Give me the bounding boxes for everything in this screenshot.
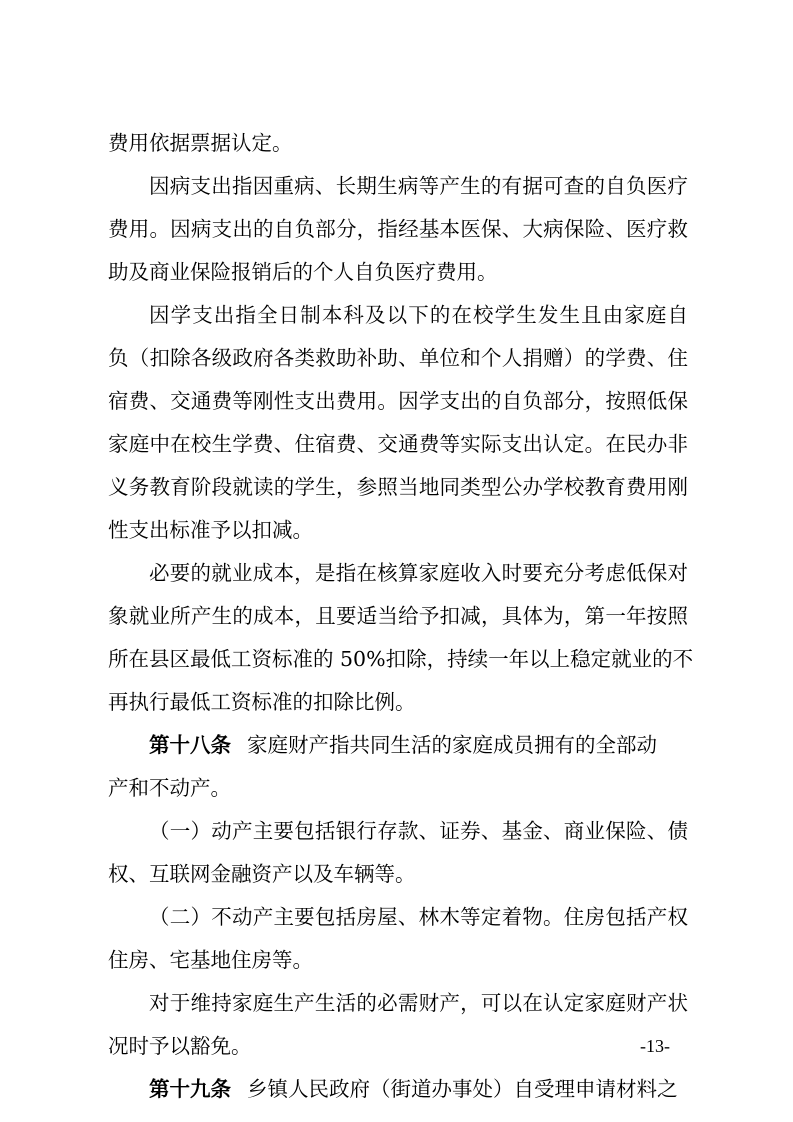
text-line: 住房、宅基地住房等。 (108, 948, 313, 972)
text-line: 因学支出指全日制本科及以下的在校学生发生且由家庭自 (149, 303, 688, 327)
article-heading: 第十九条 (149, 1077, 231, 1101)
text-line: （二）不动产主要包括房屋、林木等定着物。住房包括产权 (149, 905, 688, 929)
text-line: 况时予以豁免。 (108, 1034, 252, 1058)
text-line: 因病支出指因重病、长期生病等产生的有据可查的自负医疗 (149, 174, 688, 198)
text-line: 所在县区最低工资标准的 50%扣除，持续一年以上稳定就业的不 (108, 647, 694, 671)
text-line: （一）动产主要包括银行存款、证券、基金、商业保险、债 (149, 819, 688, 843)
article-line (149, 1067, 688, 1111)
article-text: 乡镇人民政府（街道办事处）自受理申请材料之 (247, 1077, 678, 1101)
article-line (149, 723, 688, 767)
text-line: 费用依据票据认定。 (108, 131, 293, 155)
article-text: 家庭财产指共同生活的家庭成员拥有的全部动 (247, 733, 657, 757)
text-line: 助及商业保险报销后的个人自负医疗费用。 (108, 260, 498, 284)
text-line: 再执行最低工资标准的扣除比例。 (108, 690, 416, 714)
text-line: 对于维持家庭生产生活的必需财产，可以在认定家庭财产状 (149, 991, 688, 1015)
text-line: 负（扣除各级政府各类救助补助、单位和个人捐赠）的学费、住 (108, 346, 688, 370)
text-line: 宿费、交通费等刚性支出费用。因学支出的自负部分，按照低保 (108, 389, 688, 413)
text-line: 必要的就业成本，是指在核算家庭收入时要充分考虑低保对 (149, 561, 688, 585)
text-line: 义务教育阶段就读的学生，参照当地同类型公办学校教育费用刚 (108, 475, 688, 499)
text-line: 费用。因病支出的自负部分，指经基本医保、大病保险、医疗救 (108, 217, 688, 241)
page-number: -13- (640, 1036, 670, 1056)
article-heading: 第十八条 (149, 733, 231, 757)
text-line: 象就业所产生的成本，且要适当给予扣减，具体为，第一年按照 (108, 604, 688, 628)
text-line: 家庭中在校生学费、住宿费、交通费等实际支出认定。在民办非 (108, 432, 688, 456)
text-line: 权、互联网金融资产以及车辆等。 (108, 862, 416, 886)
text-line: 性支出标准予以扣减。 (108, 518, 313, 542)
text-line: 产和不动产。 (108, 776, 231, 800)
